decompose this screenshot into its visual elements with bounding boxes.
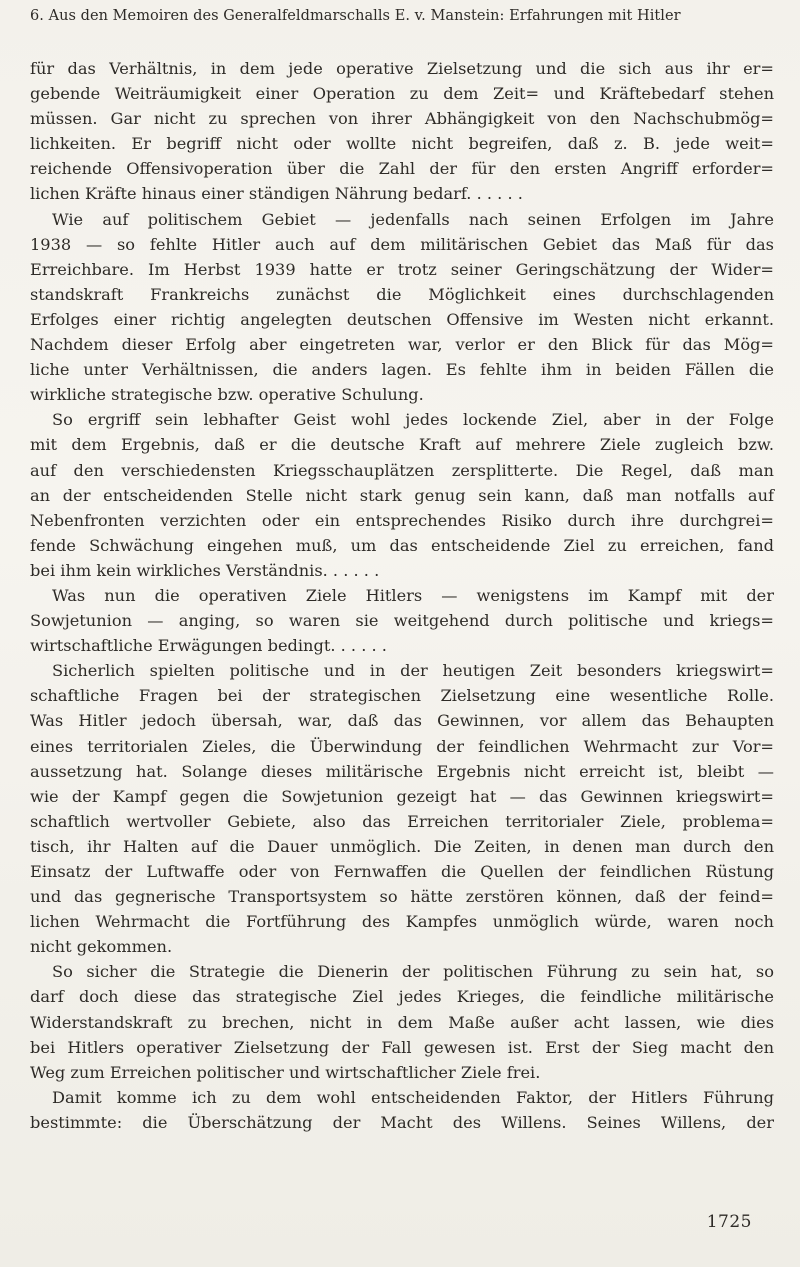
text-line: Nachdem dieser Erfolg aber eingetreten war, verlor er den Blick für das Mög=: [30, 335, 774, 355]
text-line: lichkeiten. Er begriff nicht oder wollte nicht begreifen, daß z. B. jede weit=: [30, 134, 774, 154]
text-line: Nebenfronten verzichten oder ein entsprechendes Risiko durch ihre durchgrei=: [30, 510, 774, 530]
text-line: lichen Wehrmacht die Fortführung des Kampfes unmöglich würde, waren noch: [30, 912, 774, 932]
text-line: Wie auf politischem Gebiet — jedenfalls nach seinen Erfolgen im Jahre: [52, 209, 774, 229]
text-line: bei ihm kein wirkliches Verständnis. . . . . .: [30, 560, 380, 580]
text-line: Erfolges einer richtig angelegten deutschen Offensive im Westen nicht erkannt.: [30, 309, 774, 329]
text-line: bestimmte: die Überschätzung der Macht des Willens. Seines Willens, der: [30, 1112, 774, 1132]
text-line: für das Verhältnis, in dem jede operative Zielsetzung und die sich aus ihr er=: [30, 59, 774, 78]
text-line: lichen Kräfte hinaus einer ständigen Nährung bedarf. . . . . .: [30, 184, 523, 204]
text-line: Was nun die operativen Ziele Hitlers — wenigstens im Kampf mit der: [52, 585, 774, 605]
text-line: wirtschaftliche Erwägungen bedingt. . . . . .: [30, 636, 387, 656]
text-line: So ergriff sein lebhafter Geist wohl jedes lockende Ziel, aber in der Folge: [52, 410, 774, 430]
text-line: standskraft Frankreichs zunächst die Möglichkeit eines durchschlagenden: [30, 284, 774, 304]
text-line: müssen. Gar nicht zu sprechen von ihrer Abhängigkeit von den Nachschubmög=: [30, 109, 774, 129]
text-line: So sicher die Strategie die Dienerin der politischen Führung zu sein hat, so: [52, 962, 774, 982]
text-line: Damit komme ich zu dem wohl entscheidenden Faktor, der Hitlers Führung: [52, 1087, 774, 1107]
text-line: tisch, ihr Halten auf die Dauer unmöglich. Die Zeiten, in denen man durch den: [30, 836, 774, 856]
text-line: Erreichbare. Im Herbst 1939 hatte er trotz seiner Geringschätzung der Wider=: [30, 259, 774, 279]
body-text: [30, 56, 774, 1135]
text-line: eines territorialen Zieles, die Überwindung der feindlichen Wehrmacht zur Vor=: [30, 736, 774, 756]
text-line: schaftliche Fragen bei der strategischen Zielsetzung eine wesentliche Rolle.: [30, 686, 774, 706]
text-line: Einsatz der Luftwaffe oder von Fernwaffen die Quellen der feindlichen Rüstung: [30, 862, 774, 881]
text-line: auf den verschiedensten Kriegsschauplätzen zersplitterte. Die Regel, daß man: [30, 460, 774, 480]
text-line: darf doch diese das strategische Ziel jedes Krieges, die feindliche militärische: [30, 987, 774, 1007]
text-line: Widerstandskraft zu brechen, nicht in dem Maße außer acht lassen, wie dies: [30, 1012, 774, 1032]
text-line: wirkliche strategische bzw. operative Schulung.: [30, 385, 424, 405]
text-line: und das gegnerische Transportsystem so hätte zerstören können, daß der feind=: [30, 887, 774, 907]
text-line: nicht gekommen.: [30, 937, 173, 957]
text-line: schaftlich wertvoller Gebiete, also das Erreichen territorialer Ziele, problema=: [30, 811, 774, 831]
text-line: Sicherlich spielten politische und in der heutigen Zeit besonders kriegswirt=: [52, 661, 774, 681]
text-line: reichende Offensivoperation über die Zahl der für den ersten Angriff erforder=: [30, 159, 774, 179]
text-line: wie der Kampf gegen die Sowjetunion gezeigt hat — das Gewinnen kriegswirt=: [30, 786, 774, 806]
running-head: 6. Aus den Memoiren des Generalfeldmarschalls E. v. Manstein: Erfahrungen mit Hitler: [30, 8, 681, 24]
text-line: gebende Weiträumigkeit einer Operation zu dem Zeit= und Kräftebedarf stehen: [30, 84, 774, 104]
text-line: Weg zum Erreichen politischer und wirtschaftlicher Ziele frei.: [30, 1062, 541, 1082]
text-line: mit dem Ergebnis, daß er die deutsche Kraft auf mehrere Ziele zugleich bzw.: [30, 435, 774, 455]
page-number: 1725: [706, 1212, 752, 1232]
text-line: Sowjetunion — anging, so waren sie weitgehend durch politische und kriegs=: [30, 611, 774, 631]
text-line: bei Hitlers operativer Zielsetzung der Fall gewesen ist. Erst der Sieg macht den: [30, 1037, 774, 1057]
text-line: an der entscheidenden Stelle nicht stark genug sein kann, daß man notfalls auf: [30, 485, 774, 505]
text-line: fende Schwächung eingehen muß, um das entscheidende Ziel zu erreichen, fand: [30, 535, 774, 555]
text-line: liche unter Verhältnissen, die anders lagen. Es fehlte ihm in beiden Fällen die: [30, 360, 774, 380]
text-line: aussetzung hat. Solange dieses militärische Ergebnis nicht erreicht ist, bleibt —: [30, 761, 774, 781]
text-line: 1938 — so fehlte Hitler auch auf dem militärischen Gebiet das Maß für das: [30, 234, 774, 254]
text-line: Was Hitler jedoch übersah, war, daß das Gewinnen, vor allem das Behaupten: [30, 711, 774, 731]
